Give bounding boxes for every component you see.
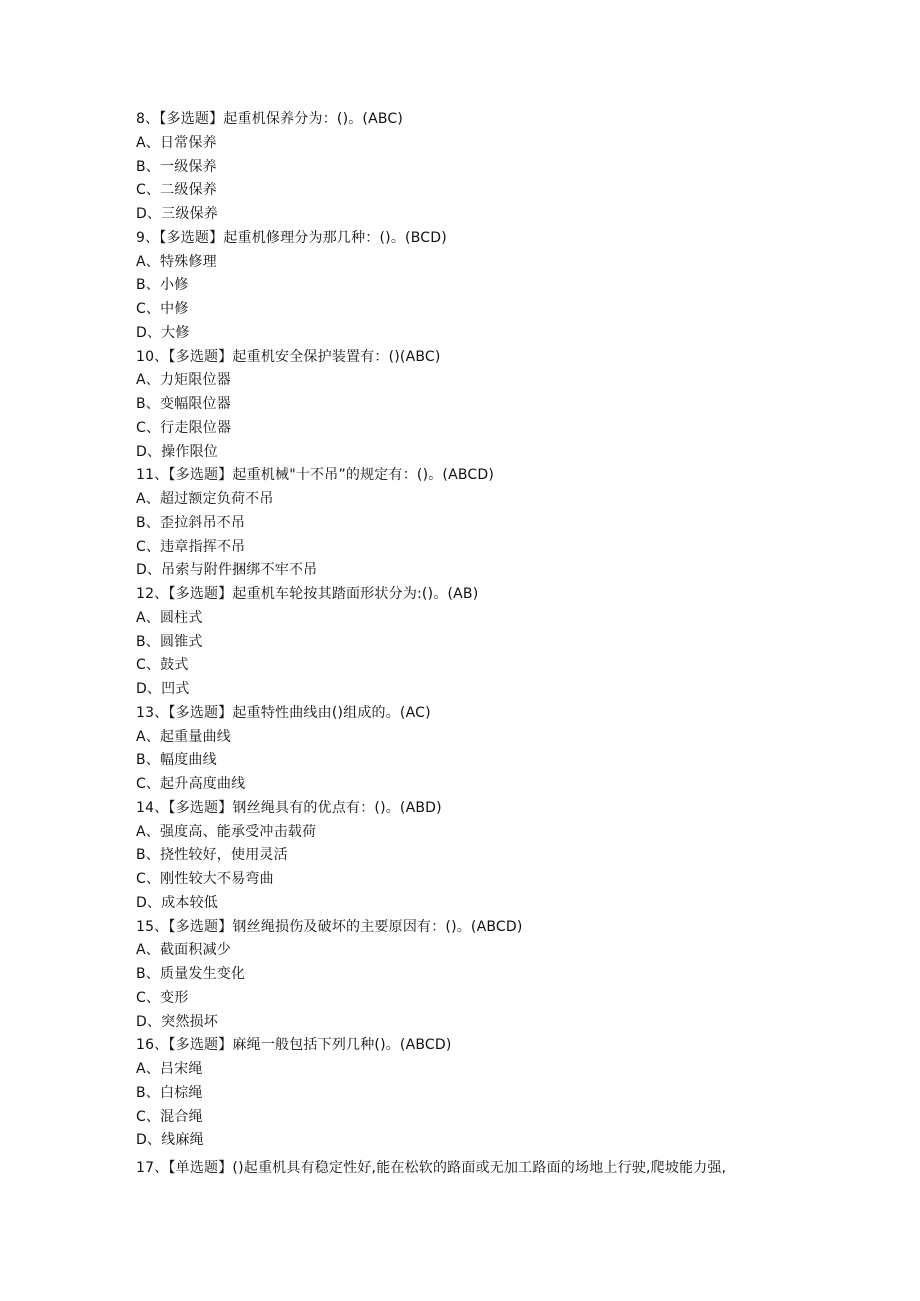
question-stem: 15、【多选题】钢丝绳损伤及破坏的主要原因有：()。(ABCD) <box>136 918 523 935</box>
answer-option: A、吕宋绳 <box>136 1061 203 1077</box>
answer-option: B、圆锥式 <box>136 633 203 650</box>
answer-option: D、突然损坏 <box>136 1013 218 1030</box>
question-stem: 11、【多选题】起重机械"十不吊”的规定有：()。(ABCD) <box>136 467 495 484</box>
question-stem: 8、【多选题】起重机保养分为：()。(ABC) <box>136 111 404 127</box>
question-stem: 10、【多选题】起重机安全保护装置有：()(ABC) <box>136 348 441 365</box>
answer-option: A、超过额定负荷不吊 <box>136 491 274 507</box>
answer-option: C、起升高度曲线 <box>136 776 246 792</box>
answer-option: A、圆柱式 <box>136 609 203 626</box>
answer-option: B、小修 <box>136 277 189 294</box>
answer-option: B、质量发生变化 <box>136 966 246 982</box>
answer-option: D、三级保养 <box>136 206 218 222</box>
answer-option: C、混合绳 <box>136 1108 203 1125</box>
answer-option: B、白棕绳 <box>136 1084 203 1101</box>
answer-option: B、变幅限位器 <box>136 396 232 412</box>
answer-option: A、力矩限位器 <box>136 372 231 389</box>
answer-option: A、起重量曲线 <box>136 728 231 745</box>
answer-option: A、强度高、能承受冲击载荷 <box>136 823 317 840</box>
answer-option: D、大修 <box>136 324 190 341</box>
answer-option: C、二级保养 <box>136 182 217 199</box>
answer-option: D、线麻绳 <box>136 1132 204 1149</box>
answer-option: C、中修 <box>136 301 189 317</box>
answer-option: C、刚性较大不易弯曲 <box>136 871 274 887</box>
answer-option: B、幅度曲线 <box>136 752 217 769</box>
answer-option: D、凹式 <box>136 681 190 697</box>
answer-option: A、日常保养 <box>136 134 217 151</box>
question-stem: 13、【多选题】起重特性曲线由()组成的。(AC) <box>136 704 431 721</box>
answer-option: B、一级保养 <box>136 158 217 175</box>
question-stem: 14、【多选题】钢丝绳具有的优点有：()。(ABD) <box>136 799 442 816</box>
answer-option: A、特殊修理 <box>136 253 217 270</box>
answer-option: D、成本较低 <box>136 894 218 911</box>
question-stem: 12、【多选题】起重机车轮按其踏面形状分为:()。(AB) <box>136 586 479 602</box>
answer-option: B、挠性较好，使用灵活 <box>136 847 288 864</box>
question-stem: 9、【多选题】起重机修理分为那几种：()。(BCD) <box>136 229 447 246</box>
answer-option: D、操作限位 <box>136 443 218 460</box>
question-stem: 16、【多选题】麻绳一般包括下列几种()。(ABCD) <box>136 1037 452 1054</box>
answer-option: C、变形 <box>136 989 189 1006</box>
answer-option: C、违章指挥不吊 <box>136 538 246 555</box>
document-body <box>136 108 836 1181</box>
answer-option: C、鼓式 <box>136 657 189 674</box>
answer-option: A、截面积减少 <box>136 942 231 959</box>
answer-option: C、行走限位器 <box>136 419 232 436</box>
answer-option: D、吊索与附件捆绑不牢不吊 <box>136 562 318 579</box>
answer-option: B、歪拉斜吊不吊 <box>136 514 246 531</box>
question-stem-truncated: 17、【单选题】()起重机具有稳定性好,能在松软的路面或无加工路面的场地上行驶,爬坡能力强, <box>136 1160 727 1176</box>
